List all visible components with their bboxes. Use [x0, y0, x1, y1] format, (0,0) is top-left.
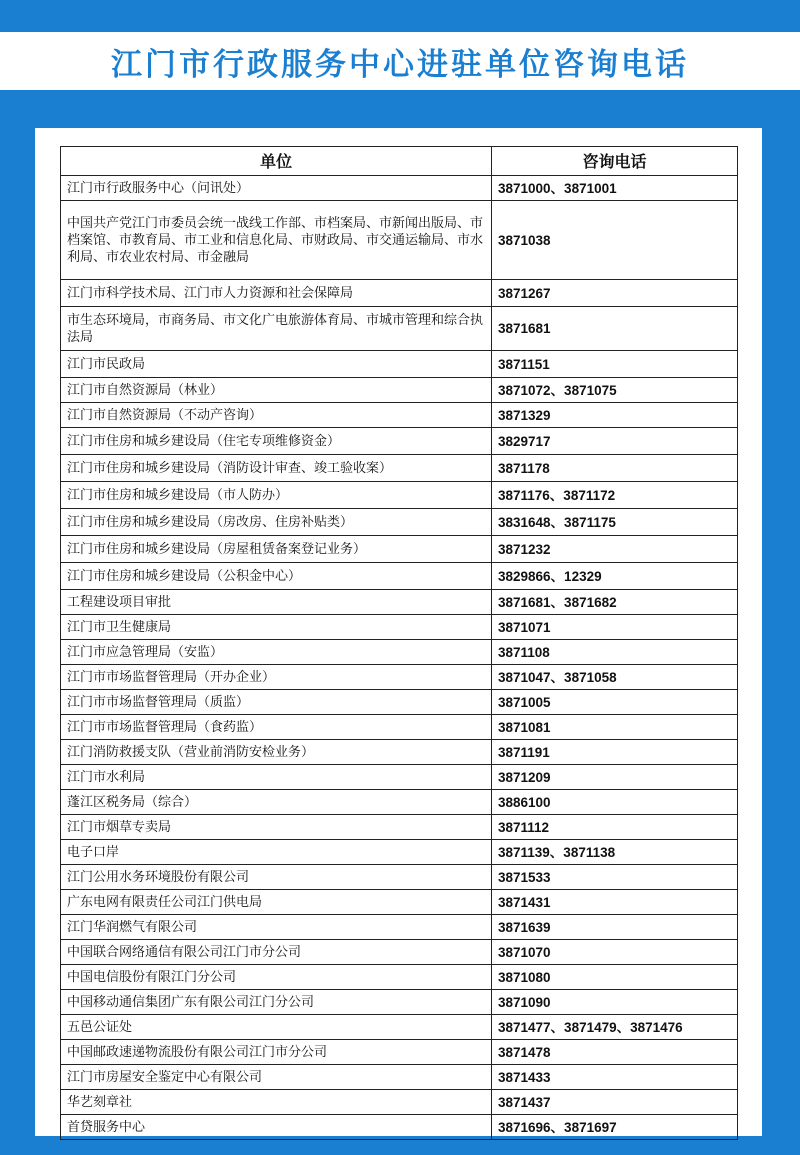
table-row: [61, 351, 738, 378]
unit-cell: 江门市市场监督管理局（开办企业）: [61, 665, 492, 690]
table-row: [61, 990, 738, 1015]
table-row: [61, 840, 738, 865]
contact-table: [60, 146, 738, 1140]
table-row: [61, 509, 738, 536]
table-row: [61, 915, 738, 940]
phone-cell: 3871681、3871682: [492, 590, 738, 615]
unit-cell: 江门公用水务环境股份有限公司: [61, 865, 492, 890]
table-row: [61, 740, 738, 765]
unit-cell: 五邑公证处: [61, 1015, 492, 1040]
table-row: [61, 665, 738, 690]
unit-cell: 江门市住房和城乡建设局（市人防办）: [61, 482, 492, 509]
table-row: [61, 590, 738, 615]
unit-cell: 江门市自然资源局（不动产咨询）: [61, 403, 492, 428]
table-row: [61, 765, 738, 790]
phone-cell: 3871139、3871138: [492, 840, 738, 865]
phone-cell: 3871038: [492, 201, 738, 280]
unit-cell: 江门市卫生健康局: [61, 615, 492, 640]
page-title: 江门市行政服务中心进驻单位咨询电话: [111, 46, 689, 83]
unit-cell: 江门市自然资源局（林业）: [61, 378, 492, 403]
phone-cell: 3871191: [492, 740, 738, 765]
phone-cell: 3871108: [492, 640, 738, 665]
unit-cell: 中国联合网络通信有限公司江门市分公司: [61, 940, 492, 965]
phone-cell: 3871232: [492, 536, 738, 563]
table-row: [61, 378, 738, 403]
unit-cell: 江门消防救援支队（营业前消防安检业务）: [61, 740, 492, 765]
unit-cell: 江门市烟草专卖局: [61, 815, 492, 840]
table-row: [61, 280, 738, 307]
table-row: [61, 1040, 738, 1065]
table-row: [61, 615, 738, 640]
unit-cell: 工程建设项目审批: [61, 590, 492, 615]
phone-cell: 3871112: [492, 815, 738, 840]
table-row: [61, 1065, 738, 1090]
unit-cell: 中国移动通信集团广东有限公司江门分公司: [61, 990, 492, 1015]
table-row: [61, 790, 738, 815]
phone-cell: 3871478: [492, 1040, 738, 1065]
unit-cell: 江门市市场监督管理局（食药监）: [61, 715, 492, 740]
table-row: [61, 176, 738, 201]
unit-cell: 广东电网有限责任公司江门供电局: [61, 890, 492, 915]
table-row: [61, 815, 738, 840]
unit-cell: 电子口岸: [61, 840, 492, 865]
table-row: [61, 865, 738, 890]
table-row: [61, 715, 738, 740]
unit-cell: 江门市水利局: [61, 765, 492, 790]
unit-cell: 市生态环境局，市商务局、市文化广电旅游体育局、市城市管理和综合执法局: [61, 307, 492, 351]
unit-cell: 江门市科学技术局、江门市人力资源和社会保障局: [61, 280, 492, 307]
unit-cell: 江门市住房和城乡建设局（住宅专项维修资金）: [61, 428, 492, 455]
table-row: [61, 690, 738, 715]
phone-cell: 3871639: [492, 915, 738, 940]
phone-cell: 3871433: [492, 1065, 738, 1090]
phone-cell: 3871267: [492, 280, 738, 307]
table-header-row: [61, 147, 738, 176]
phone-cell: 3871151: [492, 351, 738, 378]
phone-cell: 3871071: [492, 615, 738, 640]
phone-cell: 3871329: [492, 403, 738, 428]
phone-cell: 3871533: [492, 865, 738, 890]
table-row: [61, 403, 738, 428]
unit-cell: 华艺刻章社: [61, 1090, 492, 1115]
phone-cell: 3871090: [492, 990, 738, 1015]
table-row: [61, 307, 738, 351]
phone-cell: 3829717: [492, 428, 738, 455]
phone-cell: 3829866、12329: [492, 563, 738, 590]
unit-cell: 首贷服务中心: [61, 1115, 492, 1140]
unit-cell: 江门市住房和城乡建设局（房屋租赁备案登记业务）: [61, 536, 492, 563]
table-row: [61, 428, 738, 455]
phone-cell: 3871080: [492, 965, 738, 990]
table-row: [61, 536, 738, 563]
table-row: [61, 455, 738, 482]
phone-cell: 3871070: [492, 940, 738, 965]
phone-cell: 3871176、3871172: [492, 482, 738, 509]
phone-cell: 3871005: [492, 690, 738, 715]
table-row: [61, 1090, 738, 1115]
unit-cell: 江门市行政服务中心（问讯处）: [61, 176, 492, 201]
header-phone: 咨询电话: [492, 147, 738, 176]
table-row: [61, 1015, 738, 1040]
phone-cell: 3871047、3871058: [492, 665, 738, 690]
unit-cell: 蓬江区税务局（综合）: [61, 790, 492, 815]
unit-cell: 中国共产党江门市委员会统一战线工作部、市档案局、市新闻出版局、市档案馆、市教育局、市工业和信息化局、市财政局、市交通运输局、市水利局、市农业农村局、市金融局: [61, 201, 492, 280]
content-panel: [35, 128, 762, 1136]
title-bar: [0, 32, 800, 90]
table-row: [61, 940, 738, 965]
unit-cell: 江门市应急管理局（安监）: [61, 640, 492, 665]
header-unit: 单位: [61, 147, 492, 176]
phone-cell: 3871477、3871479、3871476: [492, 1015, 738, 1040]
unit-cell: 江门市房屋安全鉴定中心有限公司: [61, 1065, 492, 1090]
unit-cell: 江门市住房和城乡建设局（公积金中心）: [61, 563, 492, 590]
phone-cell: 3871431: [492, 890, 738, 915]
top-band: [0, 0, 800, 32]
unit-cell: 江门市市场监督管理局（质监）: [61, 690, 492, 715]
phone-cell: 3831648、3871175: [492, 509, 738, 536]
phone-cell: 3886100: [492, 790, 738, 815]
unit-cell: 江门华润燃气有限公司: [61, 915, 492, 940]
unit-cell: 中国电信股份有限江门分公司: [61, 965, 492, 990]
unit-cell: 江门市住房和城乡建设局（消防设计审查、竣工验收案）: [61, 455, 492, 482]
table-row: [61, 640, 738, 665]
table-row: [61, 482, 738, 509]
table-row: [61, 563, 738, 590]
table-row: [61, 890, 738, 915]
table-row: [61, 1115, 738, 1140]
phone-cell: 3871696、3871697: [492, 1115, 738, 1140]
phone-cell: 3871072、3871075: [492, 378, 738, 403]
phone-cell: 3871000、3871001: [492, 176, 738, 201]
unit-cell: 江门市住房和城乡建设局（房改房、住房补贴类）: [61, 509, 492, 536]
table-row: [61, 965, 738, 990]
phone-cell: 3871209: [492, 765, 738, 790]
table-row: [61, 201, 738, 280]
phone-cell: 3871437: [492, 1090, 738, 1115]
unit-cell: 中国邮政速递物流股份有限公司江门市分公司: [61, 1040, 492, 1065]
phone-cell: 3871178: [492, 455, 738, 482]
phone-cell: 3871081: [492, 715, 738, 740]
phone-cell: 3871681: [492, 307, 738, 351]
unit-cell: 江门市民政局: [61, 351, 492, 378]
